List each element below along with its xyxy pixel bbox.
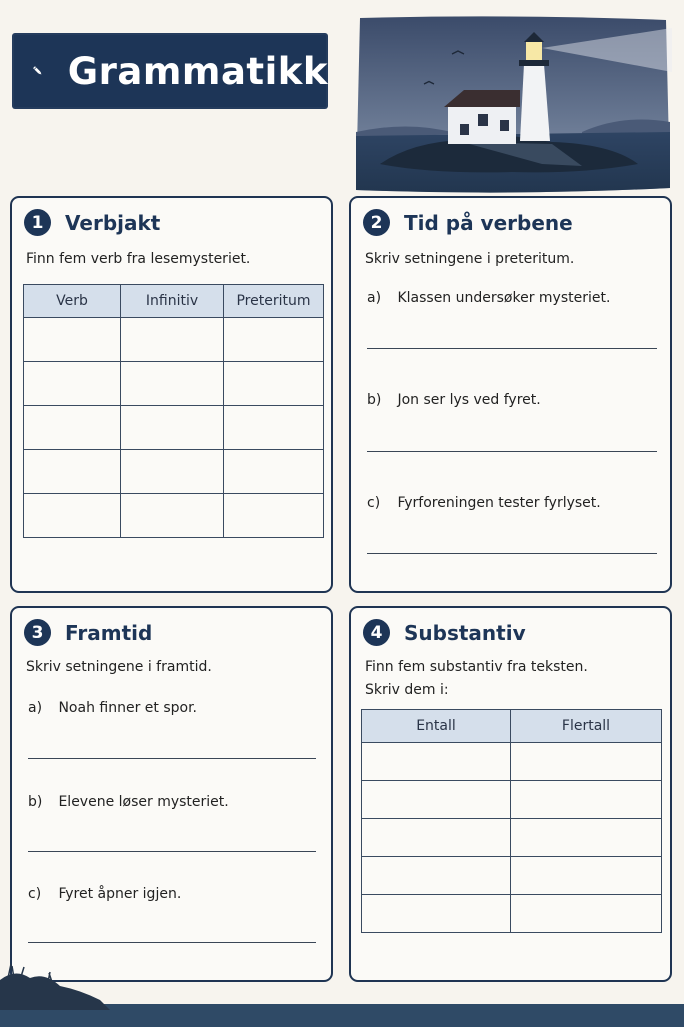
table-row xyxy=(24,362,324,406)
section-title: Verbjakt xyxy=(65,210,161,235)
exercise-item xyxy=(28,700,197,716)
column-header: Verb xyxy=(24,285,121,318)
answer-cell[interactable] xyxy=(121,450,224,494)
item-label: c) xyxy=(367,495,381,511)
table-row xyxy=(24,406,324,450)
section-instruction: Finn fem substantiv fra teksten. xyxy=(365,659,588,675)
table-header-row xyxy=(362,710,662,743)
answer-line[interactable] xyxy=(28,942,316,943)
section-instruction: Skriv dem i: xyxy=(365,682,449,698)
table-row xyxy=(24,318,324,362)
exercise-item xyxy=(28,886,181,902)
answer-cell[interactable] xyxy=(511,895,662,933)
answer-cell[interactable] xyxy=(121,362,224,406)
answer-cell[interactable] xyxy=(24,318,121,362)
pencil-icon xyxy=(32,45,44,97)
column-header: Flertall xyxy=(511,710,662,743)
section-instruction: Skriv setningene i preteritum. xyxy=(365,251,575,267)
answer-cell[interactable] xyxy=(24,362,121,406)
card-framtid xyxy=(10,606,333,982)
section-instruction: Skriv setningene i framtid. xyxy=(26,659,212,675)
section-title: Tid på verbene xyxy=(404,210,573,235)
item-sentence: Klassen undersøker mysteriet. xyxy=(397,290,611,306)
card-tid-pa-verbene xyxy=(349,196,672,593)
section-number: 1 xyxy=(24,209,51,236)
answer-cell[interactable] xyxy=(362,781,511,819)
card-verbjakt xyxy=(10,196,333,593)
answer-cell[interactable] xyxy=(121,494,224,538)
answer-line[interactable] xyxy=(367,553,657,554)
table-row xyxy=(362,743,662,781)
answer-cell[interactable] xyxy=(362,857,511,895)
answer-cell[interactable] xyxy=(24,494,121,538)
table-row xyxy=(362,857,662,895)
answer-cell[interactable] xyxy=(511,819,662,857)
item-label: a) xyxy=(28,700,43,716)
table-header-row xyxy=(24,285,324,318)
section-number: 2 xyxy=(363,209,390,236)
answer-cell[interactable] xyxy=(224,406,324,450)
exercise-item xyxy=(367,392,541,408)
section-title: Substantiv xyxy=(404,620,526,645)
answer-cell[interactable] xyxy=(224,494,324,538)
item-sentence: Fyret åpner igjen. xyxy=(58,886,182,902)
answer-cell[interactable] xyxy=(362,819,511,857)
page-title: Grammatikk xyxy=(67,49,328,93)
answer-cell[interactable] xyxy=(24,406,121,450)
column-header: Entall xyxy=(362,710,511,743)
item-label: c) xyxy=(28,886,42,902)
item-sentence: Noah finner et spor. xyxy=(58,700,197,716)
shore-rocks-decoration xyxy=(0,960,120,1020)
answer-cell[interactable] xyxy=(362,895,511,933)
section-number: 4 xyxy=(363,619,390,646)
answer-cell[interactable] xyxy=(224,450,324,494)
exercise-item xyxy=(367,290,610,306)
noun-table xyxy=(361,709,662,933)
table-row xyxy=(362,895,662,933)
column-header: Preteritum xyxy=(224,285,324,318)
title-banner xyxy=(12,33,328,109)
item-label: a) xyxy=(367,290,382,306)
answer-cell[interactable] xyxy=(121,318,224,362)
table-row xyxy=(24,450,324,494)
lighthouse-illustration xyxy=(352,14,672,194)
exercise-item xyxy=(28,794,229,810)
section-title: Framtid xyxy=(65,620,153,645)
item-sentence: Fyrforeningen tester fyrlyset. xyxy=(397,495,601,511)
answer-cell[interactable] xyxy=(224,318,324,362)
answer-line[interactable] xyxy=(28,758,316,759)
section-number: 3 xyxy=(24,619,51,646)
answer-cell[interactable] xyxy=(224,362,324,406)
answer-cell[interactable] xyxy=(511,781,662,819)
answer-cell[interactable] xyxy=(121,406,224,450)
exercise-item xyxy=(367,495,601,511)
section-instruction: Finn fem verb fra lesemysteriet. xyxy=(26,251,251,267)
table-row xyxy=(362,819,662,857)
item-label: b) xyxy=(28,794,43,810)
answer-line[interactable] xyxy=(28,851,316,852)
column-header: Infinitiv xyxy=(121,285,224,318)
table-row xyxy=(362,781,662,819)
card-substantiv xyxy=(349,606,672,982)
item-sentence: Jon ser lys ved fyret. xyxy=(397,392,541,408)
item-label: b) xyxy=(367,392,382,408)
answer-cell[interactable] xyxy=(362,743,511,781)
verb-table xyxy=(23,284,324,538)
table-row xyxy=(24,494,324,538)
answer-line[interactable] xyxy=(367,451,657,452)
answer-cell[interactable] xyxy=(511,743,662,781)
item-sentence: Elevene løser mysteriet. xyxy=(58,794,229,810)
answer-line[interactable] xyxy=(367,348,657,349)
answer-cell[interactable] xyxy=(511,857,662,895)
answer-cell[interactable] xyxy=(24,450,121,494)
